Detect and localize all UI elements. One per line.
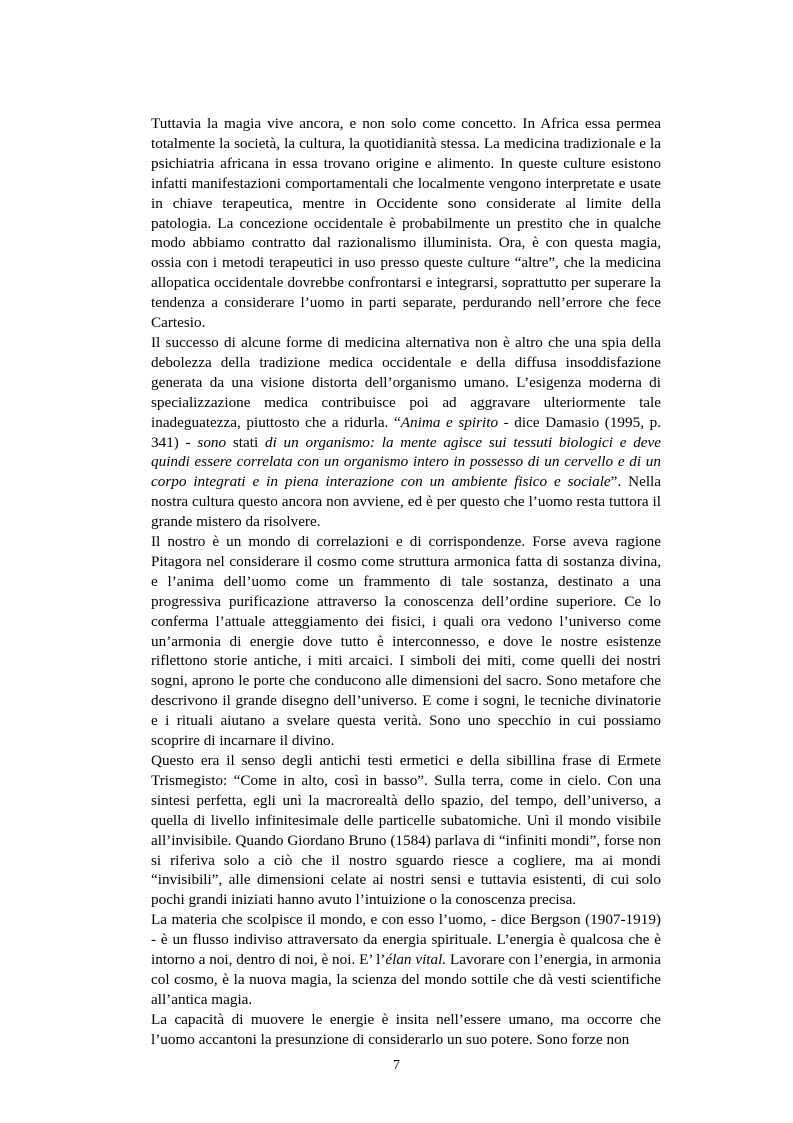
italic-run: Anima e spirito — [400, 413, 499, 431]
paragraph-correlations — [151, 532, 661, 751]
text-run: ”. Nella nostra cultura questo ancora non avviene, ed è per questo che l’uomo resta tuttora il grande mistero da risolvere. — [151, 473, 661, 531]
paragraph-bergson — [151, 910, 661, 1010]
text-run: Tuttavia la magia vive ancora, e non solo come concetto. In Africa essa permea totalmente la società, la cultura, la quotidianità stessa. La medicina tradizionale e la psichiatria africana in essa trovano origine e alimento. In queste culture esistono infatti manifestazioni comportamentali che localmente vengono interpretate e usate in chiave terapeutica, mentre in Occidente sono considerate al limite della patologia. La concezione occidentale è probabilmente un prestito che in qualche modo abbiamo contratto dal razionalismo illuminista. Ora, è con questa magia, ossia con i metodi terapeutici in uso presso queste culture “altre”, che la medicina allopatica occidentale dovrebbe confrontarsi e integrarsi, soprattutto per superare la tendenza a considerare l’uomo in parti separate, perdurando nell’errore che fece Cartesio. — [151, 115, 661, 332]
page-number: 7 — [393, 1058, 400, 1073]
italic-quote: di un organismo: la mente agisce sui tessuti biologici e deve quindi essere correlata con un organismo intero in possesso di un cervello e di un corpo integrati e in piena interazione con un ambiente fisico e sociale — [151, 433, 662, 491]
body-text — [151, 114, 661, 1050]
text-run: Il successo di alcune forme di medicina alternativa non è altro che una spia della debolezza della tradizione medica occidentale e della diffusa insoddisfazione generata da una visione distorta dell’organismo umano. L’esigenza moderna di specializzazione medica contribuisce poi ad aggravare ulteriormente tale inadeguatezza, piuttosto che a ridurla. “ — [151, 333, 661, 431]
italic-run: sono — [197, 433, 227, 451]
text-run: Il nostro è un mondo di correlazioni e di corrispondenze. Forse aveva ragione Pitagora nel considerare il cosmo come struttura armonica fatta di sostanza divina, e l’anima dell’uomo come un frammento di tale sostanza, destinato a una progressiva purificazione attraverso la conoscenza dell’ordine superiore. Ce lo conferma l’attuale atteggiamento dei fisici, i quali ora vedono l’universo come un’armonia di energie dove tutto è interconnesso, e dove le nostre esistenze riflettono storie antiche, i miti arcaici. I simboli dei miti, come quelli dei nostri sogni, aprono le porte che conducono alle dimensioni del sacro. Sono metafore che descrivono il grande disegno dell’universo. E come i sogni, le tecniche divinatorie e i rituali aiutano a svelare questa verità. Sono uno specchio in cui possiamo scoprire di incarnare il divino. — [151, 533, 661, 750]
text-run: Lavorare con l’energia, in armonia col cosmo, è la nuova magia, la scienza del mondo sottile che dà vesti scientifiche all’antica magia. — [151, 951, 661, 1008]
paragraph-magic-africa — [151, 114, 661, 333]
text-run: Questo era il senso degli antichi testi ermetici e della sibillina frase di Ermete Trismegisto: “Come in alto, così in basso”. Sulla terra, come in cielo. Con una sintesi perfetta, egli unì la macrorealtà dello spazio, del tempo, dell’universo, a quella di livello infinitesimale delle particelle subatomiche. Unì il mondo visibile all’invisibile. Quando Giordano Bruno (1584) parlava di “infiniti mondi”, forse non si riferiva solo a ciò che il nostro sguardo riesce a cogliere, ma ai mondi “invisibili”, alle dimensioni celate ai nostri sensi e tuttavia esistenti, di cui solo pochi grandi iniziati hanno avuto l’intuizione o la conoscenza precisa. — [151, 752, 661, 909]
text-run: La materia che scolpisce il mondo, e con esso l’uomo, - dice Bergson (1907-1919) - è un flusso indiviso attraversato da energia spirituale. L’energia è qualcosa che è intorno a noi, dentro di noi, è noi. E’ l’ — [151, 911, 661, 969]
paragraph-hermetic-texts — [151, 751, 661, 910]
paragraph-energies — [151, 1010, 661, 1050]
text-run: stati — [226, 433, 265, 451]
text-run: - dice Damasio (1995, p. 341) - — [151, 413, 661, 451]
italic-run: élan vital. — [385, 951, 447, 969]
text-run: La capacità di muovere le energie è insita nell’essere umano, ma occorre che l’uomo accantoni la presunzione di considerarlo un suo potere. Sono forze non — [151, 1010, 661, 1048]
paragraph-alternative-medicine — [151, 333, 661, 532]
